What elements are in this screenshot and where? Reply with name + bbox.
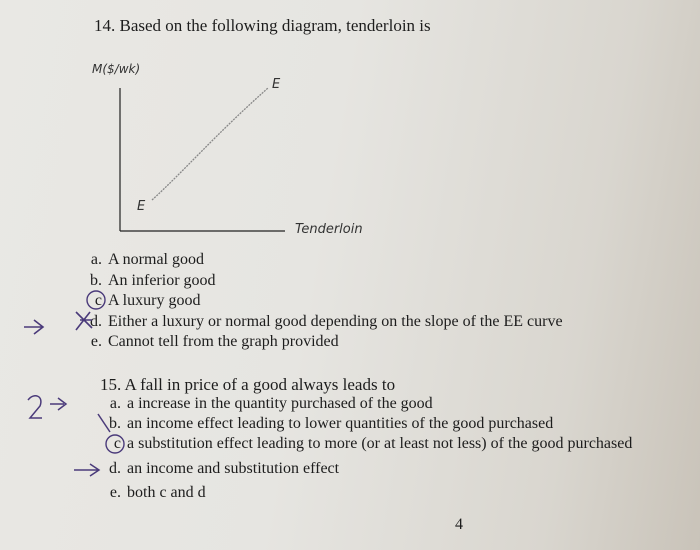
q15-circle-c-mark	[106, 435, 124, 453]
q15-arrow-d-mark	[74, 464, 99, 476]
option-letter: b.	[109, 415, 121, 432]
y-axis-label: M($/wk)	[92, 62, 141, 76]
option-text: A normal good	[108, 251, 204, 268]
option-text: a substitution effect leading to more (or at least not less) of the good purchased	[127, 435, 633, 452]
curve-label-top: E	[272, 77, 281, 92]
q15-arrow-a-mark	[50, 398, 66, 410]
question-14-title: 14. Based on the following diagram, tenderloin is	[94, 16, 431, 35]
option-letter: b.	[90, 272, 102, 289]
option-letter: a.	[109, 395, 121, 412]
q14-arrow-mark	[24, 320, 43, 334]
page-number: 4	[455, 516, 463, 533]
option-text: an income and substitution effect	[127, 460, 340, 477]
option-text: A luxury good	[108, 292, 201, 309]
option-letter: c	[113, 435, 121, 452]
curve-label-bottom: E	[137, 199, 146, 214]
option-text: an income effect leading to lower quantities of the good purchased	[127, 415, 554, 432]
q15-b-strike-mark	[98, 414, 110, 432]
option-letter: e.	[90, 333, 102, 350]
option-text: Either a luxury or normal good depending on the slope of the EE curve	[108, 313, 563, 330]
q14-cross-mark	[76, 312, 92, 330]
q14-circle-c-mark	[87, 291, 105, 309]
option-letter: d.	[109, 460, 121, 477]
option-letter: c	[94, 292, 102, 309]
option-text: both c and d	[127, 484, 206, 501]
option-text: Cannot tell from the graph provided	[108, 333, 339, 350]
q15-two-mark	[28, 396, 42, 418]
option-letter: a.	[90, 251, 102, 268]
x-axis-label: Tenderloin	[295, 222, 363, 237]
option-letter: e.	[109, 484, 121, 501]
option-text: a increase in the quantity purchased of the good	[127, 395, 433, 412]
option-letter: d.	[90, 313, 102, 330]
option-text: An inferior good	[108, 272, 216, 289]
question-15-title: 15. A fall in price of a good always leads to	[100, 375, 396, 394]
